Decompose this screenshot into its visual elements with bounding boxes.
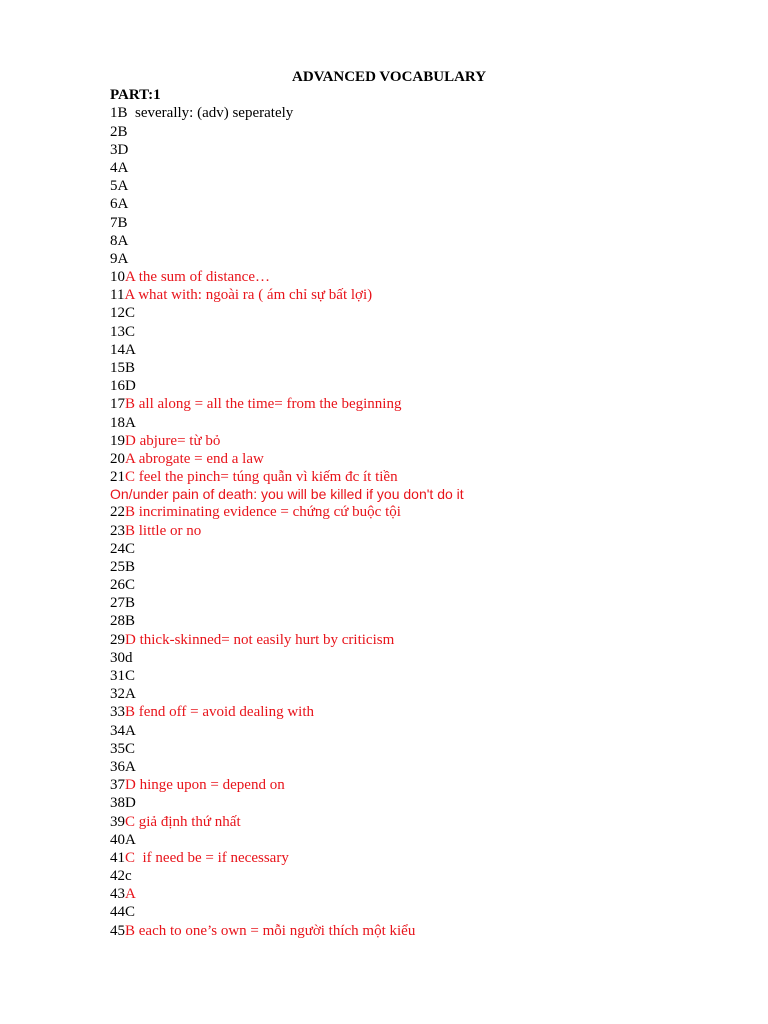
question-number: 43 bbox=[110, 886, 125, 903]
answer-letter: A bbox=[117, 178, 129, 195]
answer-row bbox=[110, 232, 710, 250]
answer-note: feel the pinch= túng quẫn vì kiếm đc ít tiền bbox=[135, 469, 398, 486]
answer-row bbox=[110, 612, 710, 630]
answer-letter: B bbox=[125, 522, 136, 539]
answer-letter: B bbox=[117, 123, 128, 140]
answer-row bbox=[110, 304, 710, 322]
answer-letter: D bbox=[125, 378, 136, 395]
answer-letter: D bbox=[125, 795, 136, 812]
question-number: 7 bbox=[110, 214, 118, 231]
answer-row bbox=[110, 377, 710, 395]
answer-row bbox=[110, 649, 710, 667]
answer-letter: D bbox=[125, 631, 136, 648]
answer-letter: C bbox=[125, 577, 136, 594]
answer-row bbox=[110, 286, 710, 304]
question-number: 42 bbox=[110, 868, 125, 885]
answer-row bbox=[110, 214, 710, 232]
question-number: 13 bbox=[110, 323, 125, 340]
question-number: 37 bbox=[110, 777, 125, 794]
document-page bbox=[110, 68, 710, 940]
answer-row bbox=[110, 414, 710, 432]
question-number: 45 bbox=[110, 922, 125, 939]
answer-letter: D bbox=[125, 432, 136, 449]
answer-row bbox=[110, 776, 710, 794]
question-number: 22 bbox=[110, 504, 125, 521]
question-number: 17 bbox=[110, 396, 125, 413]
answer-letter: C bbox=[125, 323, 136, 340]
part-heading: PART:1 bbox=[110, 87, 161, 104]
answer-row bbox=[110, 177, 710, 195]
answer-note: abrogate = end a law bbox=[135, 450, 264, 467]
question-number: 32 bbox=[110, 686, 125, 703]
answer-letter: A bbox=[125, 414, 136, 431]
question-number: 9 bbox=[110, 250, 118, 267]
answer-letter: A bbox=[117, 250, 129, 267]
question-number: 35 bbox=[110, 740, 125, 757]
answer-letter: C bbox=[125, 904, 136, 921]
question-number: 27 bbox=[110, 595, 125, 612]
question-number: 25 bbox=[110, 558, 125, 575]
answer-row bbox=[110, 359, 710, 377]
answer-letter: A bbox=[125, 269, 136, 286]
answer-row bbox=[110, 104, 710, 122]
answer-note: what with: ngoài ra ( ám chỉ sự bất lợi) bbox=[134, 287, 373, 304]
answer-list bbox=[110, 104, 710, 939]
question-number: 38 bbox=[110, 795, 125, 812]
answer-letter: A bbox=[117, 232, 129, 249]
question-number: 23 bbox=[110, 522, 125, 539]
question-number: 44 bbox=[110, 904, 125, 921]
question-number: 34 bbox=[110, 722, 125, 739]
answer-row bbox=[110, 432, 710, 450]
question-number: 18 bbox=[110, 414, 125, 431]
answer-note: if need be = if necessary bbox=[135, 849, 289, 866]
answer-letter: B bbox=[125, 360, 136, 376]
answer-row bbox=[110, 468, 710, 486]
answer-row bbox=[110, 849, 710, 867]
question-number: 40 bbox=[110, 831, 125, 848]
answer-letter: A bbox=[124, 287, 135, 304]
question-number: 30 bbox=[110, 649, 125, 666]
answer-letter: A bbox=[117, 196, 129, 213]
answer-row bbox=[110, 540, 710, 558]
answer-note: fend off = avoid dealing with bbox=[135, 704, 314, 721]
answer-row bbox=[110, 558, 710, 576]
answer-letter: B bbox=[125, 504, 136, 521]
question-number: 41 bbox=[110, 849, 125, 866]
answer-letter: A bbox=[125, 886, 136, 903]
answer-row bbox=[110, 159, 710, 177]
answer-note: little or no bbox=[135, 522, 202, 539]
question-number: 29 bbox=[110, 631, 125, 648]
answer-letter: D bbox=[125, 777, 136, 794]
question-number: 26 bbox=[110, 577, 125, 594]
answer-letter: D bbox=[117, 141, 129, 158]
answer-row bbox=[110, 195, 710, 213]
question-number: 4 bbox=[110, 159, 118, 176]
answer-row bbox=[110, 341, 710, 359]
answer-row bbox=[110, 922, 710, 940]
answer-letter: C bbox=[125, 540, 136, 557]
question-number: 36 bbox=[110, 758, 125, 775]
answer-row bbox=[110, 395, 710, 413]
answer-letter: B bbox=[117, 214, 128, 231]
answer-row bbox=[110, 323, 710, 341]
answer-note: incriminating evidence = chứng cứ buộc tội bbox=[135, 504, 401, 521]
answer-note: the sum of distance… bbox=[135, 269, 270, 286]
question-number: 11 bbox=[110, 287, 125, 304]
question-number: 5 bbox=[110, 178, 118, 195]
question-number: 10 bbox=[110, 269, 125, 286]
document-title: ADVANCED VOCABULARY bbox=[292, 69, 487, 85]
question-number: 12 bbox=[110, 305, 125, 322]
question-number: 31 bbox=[110, 668, 125, 684]
answer-row bbox=[110, 268, 710, 286]
answer-note: each to one’s own = mỗi người thích một kiểu bbox=[135, 922, 416, 939]
answer-letter: B bbox=[125, 922, 136, 939]
answer-row bbox=[110, 450, 710, 468]
answer-letter: A bbox=[125, 758, 136, 775]
question-number: 2 bbox=[110, 123, 118, 140]
answer-row bbox=[110, 758, 710, 776]
answer-row bbox=[110, 813, 710, 831]
question-number: 24 bbox=[110, 540, 125, 557]
answer-row bbox=[110, 740, 710, 758]
answer-letter: C bbox=[125, 813, 136, 830]
answer-row bbox=[110, 141, 710, 159]
answer-note: abjure= từ bỏ bbox=[135, 432, 221, 449]
answer-letter: A bbox=[125, 722, 136, 739]
answer-row bbox=[110, 576, 710, 594]
answer-row bbox=[110, 903, 710, 921]
answer-row bbox=[110, 503, 710, 521]
question-number: 1 bbox=[110, 105, 118, 122]
answer-letter: C bbox=[125, 668, 136, 684]
answer-row bbox=[110, 722, 710, 740]
question-number: 15 bbox=[110, 360, 125, 376]
answer-letter: B bbox=[125, 558, 136, 575]
answer-letter: C bbox=[125, 849, 136, 866]
answer-letter: A bbox=[125, 341, 136, 358]
answer-letter: A bbox=[125, 831, 136, 848]
question-number: 3 bbox=[110, 141, 118, 158]
answer-note: severally: (adv) seperately bbox=[127, 105, 294, 122]
answer-letter: A bbox=[125, 686, 136, 703]
answer-note: thick-skinned= not easily hurt by criticism bbox=[135, 631, 395, 648]
answer-letter: c bbox=[125, 868, 132, 885]
answer-row bbox=[110, 667, 710, 685]
answer-row bbox=[110, 123, 710, 141]
question-number: 28 bbox=[110, 613, 125, 630]
answer-note: all along = all the time= from the beginning bbox=[135, 396, 402, 413]
answer-row bbox=[110, 522, 710, 540]
answer-row bbox=[110, 867, 710, 885]
answer-letter: C bbox=[125, 469, 136, 486]
question-number: 16 bbox=[110, 378, 125, 395]
answer-letter: A bbox=[117, 159, 129, 176]
question-number: 39 bbox=[110, 813, 125, 830]
question-number: 6 bbox=[110, 196, 118, 213]
answer-letter: B bbox=[125, 396, 136, 413]
question-number: 33 bbox=[110, 704, 125, 721]
answer-letter: B bbox=[125, 704, 136, 721]
answer-row bbox=[110, 250, 710, 268]
answer-letter: B bbox=[125, 595, 136, 612]
answer-letter: C bbox=[125, 305, 136, 322]
answer-letter: A bbox=[125, 450, 136, 467]
answer-row bbox=[110, 703, 710, 721]
answer-row bbox=[110, 794, 710, 812]
question-number: 19 bbox=[110, 432, 125, 449]
answer-note: hinge upon = depend on bbox=[135, 777, 285, 794]
answer-note: giả định thứ nhất bbox=[135, 813, 241, 830]
answer-row bbox=[110, 831, 710, 849]
answer-letter: C bbox=[125, 740, 136, 757]
answer-letter: B bbox=[117, 105, 128, 122]
answer-row bbox=[110, 594, 710, 612]
answer-letter: B bbox=[125, 613, 136, 630]
question-number: 8 bbox=[110, 232, 118, 249]
answer-row bbox=[110, 631, 710, 649]
answer-letter: d bbox=[125, 649, 133, 666]
question-number: 14 bbox=[110, 341, 125, 358]
question-number: 20 bbox=[110, 450, 125, 467]
answer-note-line: On/under pain of death: you will be killed if you don't do it bbox=[110, 486, 464, 503]
answer-row bbox=[110, 885, 710, 903]
answer-row bbox=[110, 685, 710, 703]
question-number: 21 bbox=[110, 469, 125, 486]
